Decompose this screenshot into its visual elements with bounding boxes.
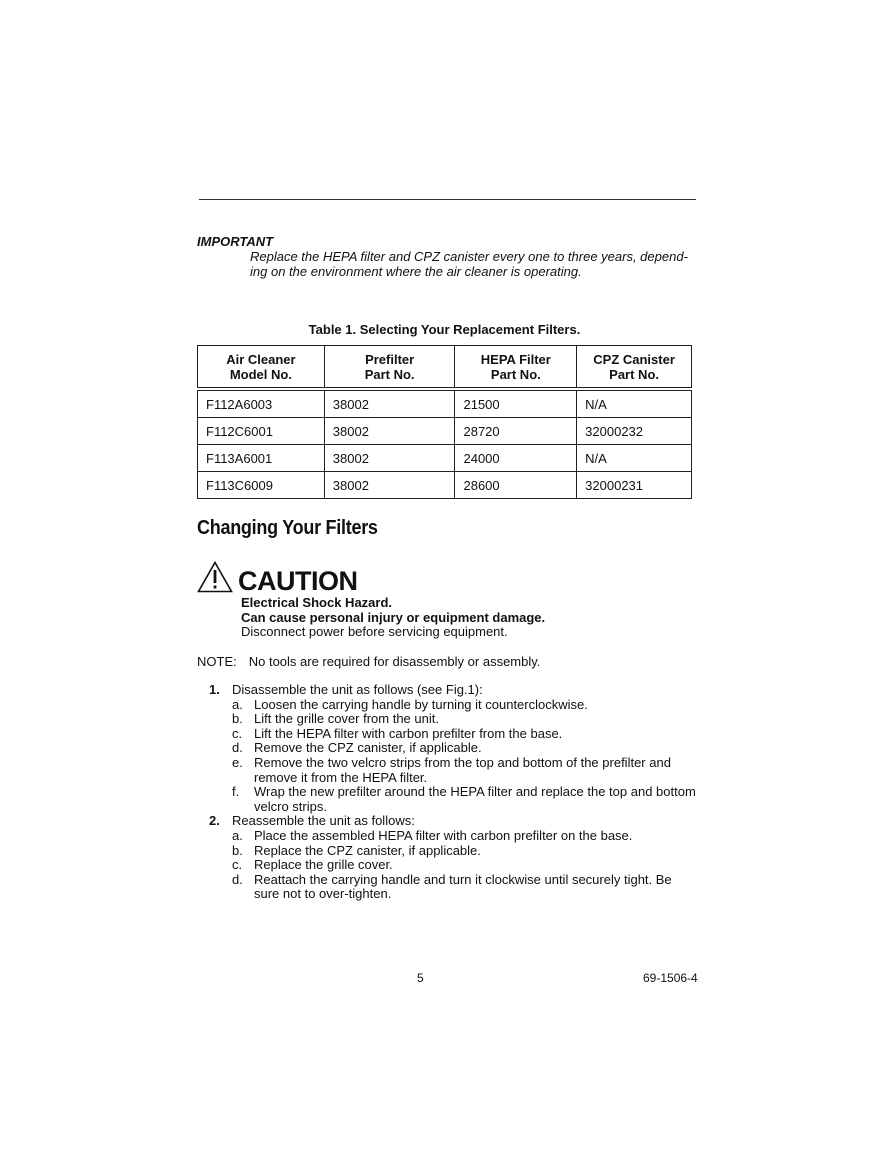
substep-item bbox=[197, 873, 697, 902]
table-cell: 28600 bbox=[455, 472, 577, 499]
steps-list bbox=[197, 683, 697, 902]
document-number: 69-1506-4 bbox=[643, 971, 698, 985]
substep-text: Reattach the carrying handle and turn it clockwise until securely tight. Be bbox=[254, 871, 672, 887]
substep-text: Remove the two velcro strips from the top and bottom of the prefilter and bbox=[254, 754, 671, 770]
table-cell: 32000231 bbox=[577, 472, 692, 499]
header-hepa-filter-part-no: HEPA Filter Part No. bbox=[455, 346, 577, 390]
substep-item bbox=[197, 727, 697, 742]
substep-item bbox=[197, 785, 697, 814]
table-row bbox=[198, 445, 692, 472]
table-cell: F113C6009 bbox=[198, 472, 325, 499]
substep-item bbox=[197, 858, 697, 873]
substep-item bbox=[197, 712, 697, 727]
substep-letter: a. bbox=[232, 696, 243, 712]
substep-letter: d. bbox=[232, 740, 243, 756]
step-number: 2. bbox=[209, 813, 220, 829]
important-line: Replace the HEPA filter and CPZ canister every one to three years, depend- bbox=[250, 249, 688, 264]
substep-text: Place the assembled HEPA filter with carbon prefilter on the base. bbox=[254, 827, 633, 843]
step-text: Reassemble the unit as follows: bbox=[232, 813, 415, 829]
substep-text: Replace the CPZ canister, if applicable. bbox=[254, 842, 481, 858]
table-row bbox=[198, 472, 692, 499]
table-cell: 21500 bbox=[455, 389, 577, 418]
substep-text: remove it from the HEPA filter. bbox=[254, 769, 428, 785]
substep-letter: e. bbox=[232, 754, 243, 770]
substep-text: Lift the HEPA filter with carbon prefilter from the base. bbox=[254, 725, 563, 741]
substep-item bbox=[197, 698, 697, 713]
table-cell: 38002 bbox=[324, 418, 455, 445]
table-row bbox=[198, 418, 692, 445]
substep-item bbox=[197, 756, 697, 785]
substep-letter: d. bbox=[232, 871, 243, 887]
table-cell: 38002 bbox=[324, 389, 455, 418]
table-cell: 32000232 bbox=[577, 418, 692, 445]
caution-consequence: Can cause personal injury or equipment damage. bbox=[241, 609, 546, 625]
important-text bbox=[250, 249, 700, 279]
header-prefilter-part-no: Prefilter Part No. bbox=[324, 346, 455, 390]
important-line: ing on the environment where the air cleaner is operating. bbox=[250, 264, 582, 279]
substep-letter: a. bbox=[232, 827, 243, 843]
header-model-no: Air Cleaner Model No. bbox=[198, 346, 325, 390]
caution-hazard: Electrical Shock Hazard. bbox=[241, 595, 393, 610]
substep-text: Wrap the new prefilter around the HEPA filter and replace the top and bottom bbox=[254, 784, 696, 800]
table-caption: Table 1. Selecting Your Replacement Filters. bbox=[308, 322, 581, 337]
substep-letter: b. bbox=[232, 711, 243, 727]
step-item bbox=[197, 683, 697, 698]
table-cell: N/A bbox=[577, 389, 692, 418]
table-cell: N/A bbox=[577, 445, 692, 472]
substep-letter: f. bbox=[232, 784, 240, 800]
table-cell: 38002 bbox=[324, 445, 455, 472]
note bbox=[197, 654, 540, 669]
substep-letter: c. bbox=[232, 857, 243, 873]
substep-letter: c. bbox=[232, 725, 243, 741]
caution-title: CAUTION bbox=[238, 566, 358, 596]
table-cell: F113A6001 bbox=[198, 445, 325, 472]
replacement-filters-table bbox=[197, 345, 692, 499]
warning-triangle-icon bbox=[197, 561, 233, 593]
table-cell: 38002 bbox=[324, 472, 455, 499]
table-cell: F112C6001 bbox=[198, 418, 325, 445]
step-text: Disassemble the unit as follows (see Fig.1): bbox=[232, 682, 483, 697]
substep-text: velcro strips. bbox=[254, 798, 327, 814]
table-row bbox=[198, 389, 692, 418]
substep-letter: b. bbox=[232, 842, 243, 858]
substep-text: Loosen the carrying handle by turning it counterclockwise. bbox=[254, 696, 588, 712]
caution-text bbox=[241, 596, 545, 640]
substep-item bbox=[197, 741, 697, 756]
important-label: IMPORTANT bbox=[197, 234, 274, 249]
table-header-row bbox=[198, 346, 692, 390]
section-title: Changing Your Filters bbox=[197, 517, 378, 539]
substep-text: Replace the grille cover. bbox=[254, 857, 393, 873]
substep-item bbox=[197, 844, 697, 859]
top-rule bbox=[199, 199, 696, 200]
step-number: 1. bbox=[209, 682, 220, 697]
substep-item bbox=[197, 829, 697, 844]
substep-text: Remove the CPZ canister, if applicable. bbox=[254, 740, 482, 756]
substep-text: Lift the grille cover from the unit. bbox=[254, 711, 439, 727]
table-cell: F112A6003 bbox=[198, 389, 325, 418]
step-item bbox=[197, 814, 697, 829]
note-label: NOTE: bbox=[197, 654, 237, 669]
header-cpz-canister-part-no: CPZ Canister Part No. bbox=[577, 346, 692, 390]
page-number: 5 bbox=[417, 971, 424, 985]
caution-instruction: Disconnect power before servicing equipment. bbox=[241, 624, 508, 639]
note-text: No tools are required for disassembly or assembly. bbox=[248, 654, 541, 669]
substep-text: sure not to over-tighten. bbox=[254, 886, 392, 902]
table-cell: 28720 bbox=[455, 418, 577, 445]
table-cell: 24000 bbox=[455, 445, 577, 472]
